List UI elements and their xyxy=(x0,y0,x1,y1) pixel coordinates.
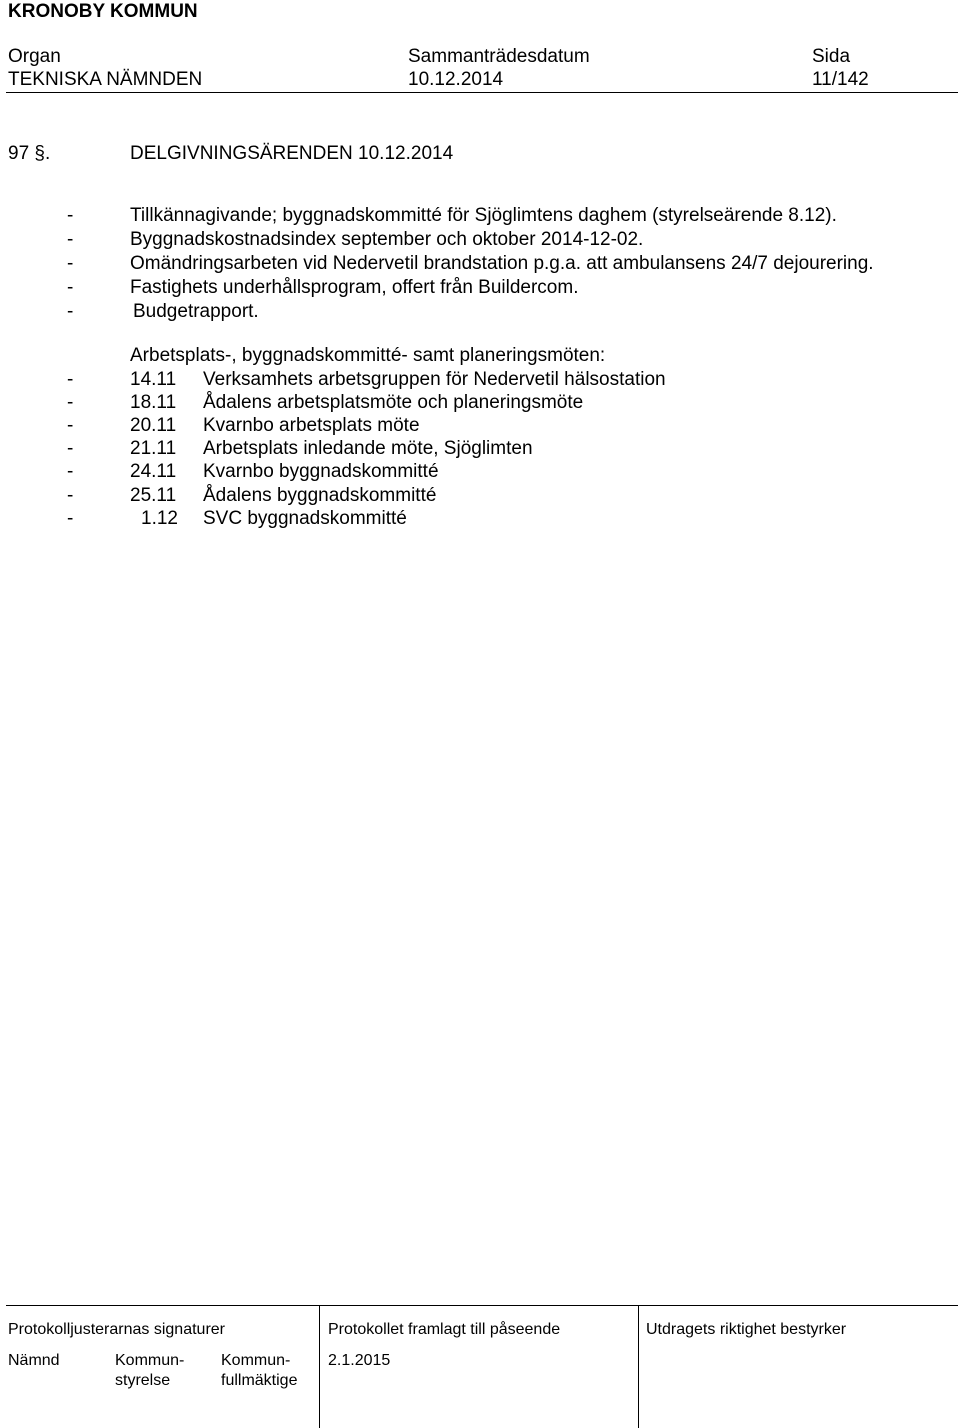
meeting-bullet: - xyxy=(67,369,74,390)
fullmaktige-label-line2: fullmäktige xyxy=(221,1372,298,1389)
section-number: 97 §. xyxy=(8,143,51,164)
organ-label: Organ xyxy=(8,46,61,67)
meeting-text: Kvarnbo arbetsplats möte xyxy=(203,415,420,436)
list-item: Budgetrapport. xyxy=(133,301,259,322)
meeting-bullet: - xyxy=(67,461,74,482)
meeting-date: 14.11 xyxy=(130,369,177,390)
organ-value: TEKNISKA NÄMNDEN xyxy=(8,69,203,90)
posted-label: Protokollet framlagt till påseende xyxy=(328,1321,561,1338)
page-number: 11/142 xyxy=(812,69,869,90)
organization-name: KRONOBY KOMMUN xyxy=(8,1,198,22)
meetings-heading: Arbetsplats-, byggnadskommitté- samt planeringsmöten: xyxy=(130,345,606,366)
meeting-date: 1.12 xyxy=(141,508,178,529)
section-title: DELGIVNINGSÄRENDEN 10.12.2014 xyxy=(130,143,454,164)
footer-column-divider xyxy=(319,1305,320,1428)
meeting-date: 18.11 xyxy=(130,392,177,413)
posted-date: 2.1.2015 xyxy=(328,1352,391,1369)
list-item: Fastighets underhållsprogram, offert från Buildercom. xyxy=(130,277,579,298)
list-bullet: - xyxy=(67,277,74,298)
meeting-bullet: - xyxy=(67,485,74,506)
meeting-date-value: 10.12.2014 xyxy=(408,69,504,90)
meeting-bullet: - xyxy=(67,392,74,413)
meeting-text: Ådalens arbetsplatsmöte och planeringsmöte xyxy=(203,392,584,413)
meeting-date-label: Sammanträdesdatum xyxy=(408,46,590,67)
footer-divider xyxy=(6,1305,958,1306)
meeting-text: Ådalens byggnadskommitté xyxy=(203,485,437,506)
fullmaktige-label-line1: Kommun- xyxy=(221,1352,291,1369)
kommunstyrelse-label-line2: styrelse xyxy=(115,1372,171,1389)
meeting-bullet: - xyxy=(67,438,74,459)
kommunstyrelse-label-line1: Kommun- xyxy=(115,1352,185,1369)
page-label: Sida xyxy=(812,46,851,67)
meeting-date: 25.11 xyxy=(130,485,177,506)
list-bullet: - xyxy=(67,229,74,250)
meeting-text: Arbetsplats inledande möte, Sjöglimten xyxy=(203,438,533,459)
list-bullet: - xyxy=(67,205,74,226)
certified-label: Utdragets riktighet bestyrker xyxy=(646,1321,847,1338)
list-item: Tillkännagivande; byggnadskommitté för Sjöglimtens daghem (styrelseärende 8.12). xyxy=(130,205,837,226)
meeting-bullet: - xyxy=(67,415,74,436)
meeting-text: Verksamhets arbetsgruppen för Nedervetil hälsostation xyxy=(203,369,666,390)
meeting-date: 24.11 xyxy=(130,461,177,482)
footer-column-divider xyxy=(638,1305,639,1428)
meeting-date: 21.11 xyxy=(130,438,177,459)
meeting-text: Kvarnbo byggnadskommitté xyxy=(203,461,439,482)
header-divider xyxy=(6,92,958,93)
meeting-text: SVC byggnadskommitté xyxy=(203,508,407,529)
list-bullet: - xyxy=(67,253,74,274)
signatures-label: Protokolljusterarnas signaturer xyxy=(8,1321,225,1338)
list-bullet: - xyxy=(67,301,74,322)
list-item: Omändringsarbeten vid Nedervetil brandstation p.g.a. att ambulansens 24/7 dejourering. xyxy=(130,253,874,274)
meeting-date: 20.11 xyxy=(130,415,177,436)
list-item: Byggnadskostnadsindex september och oktober 2014-12-02. xyxy=(130,229,644,250)
meeting-bullet: - xyxy=(67,508,74,529)
namnd-label: Nämnd xyxy=(8,1352,60,1369)
